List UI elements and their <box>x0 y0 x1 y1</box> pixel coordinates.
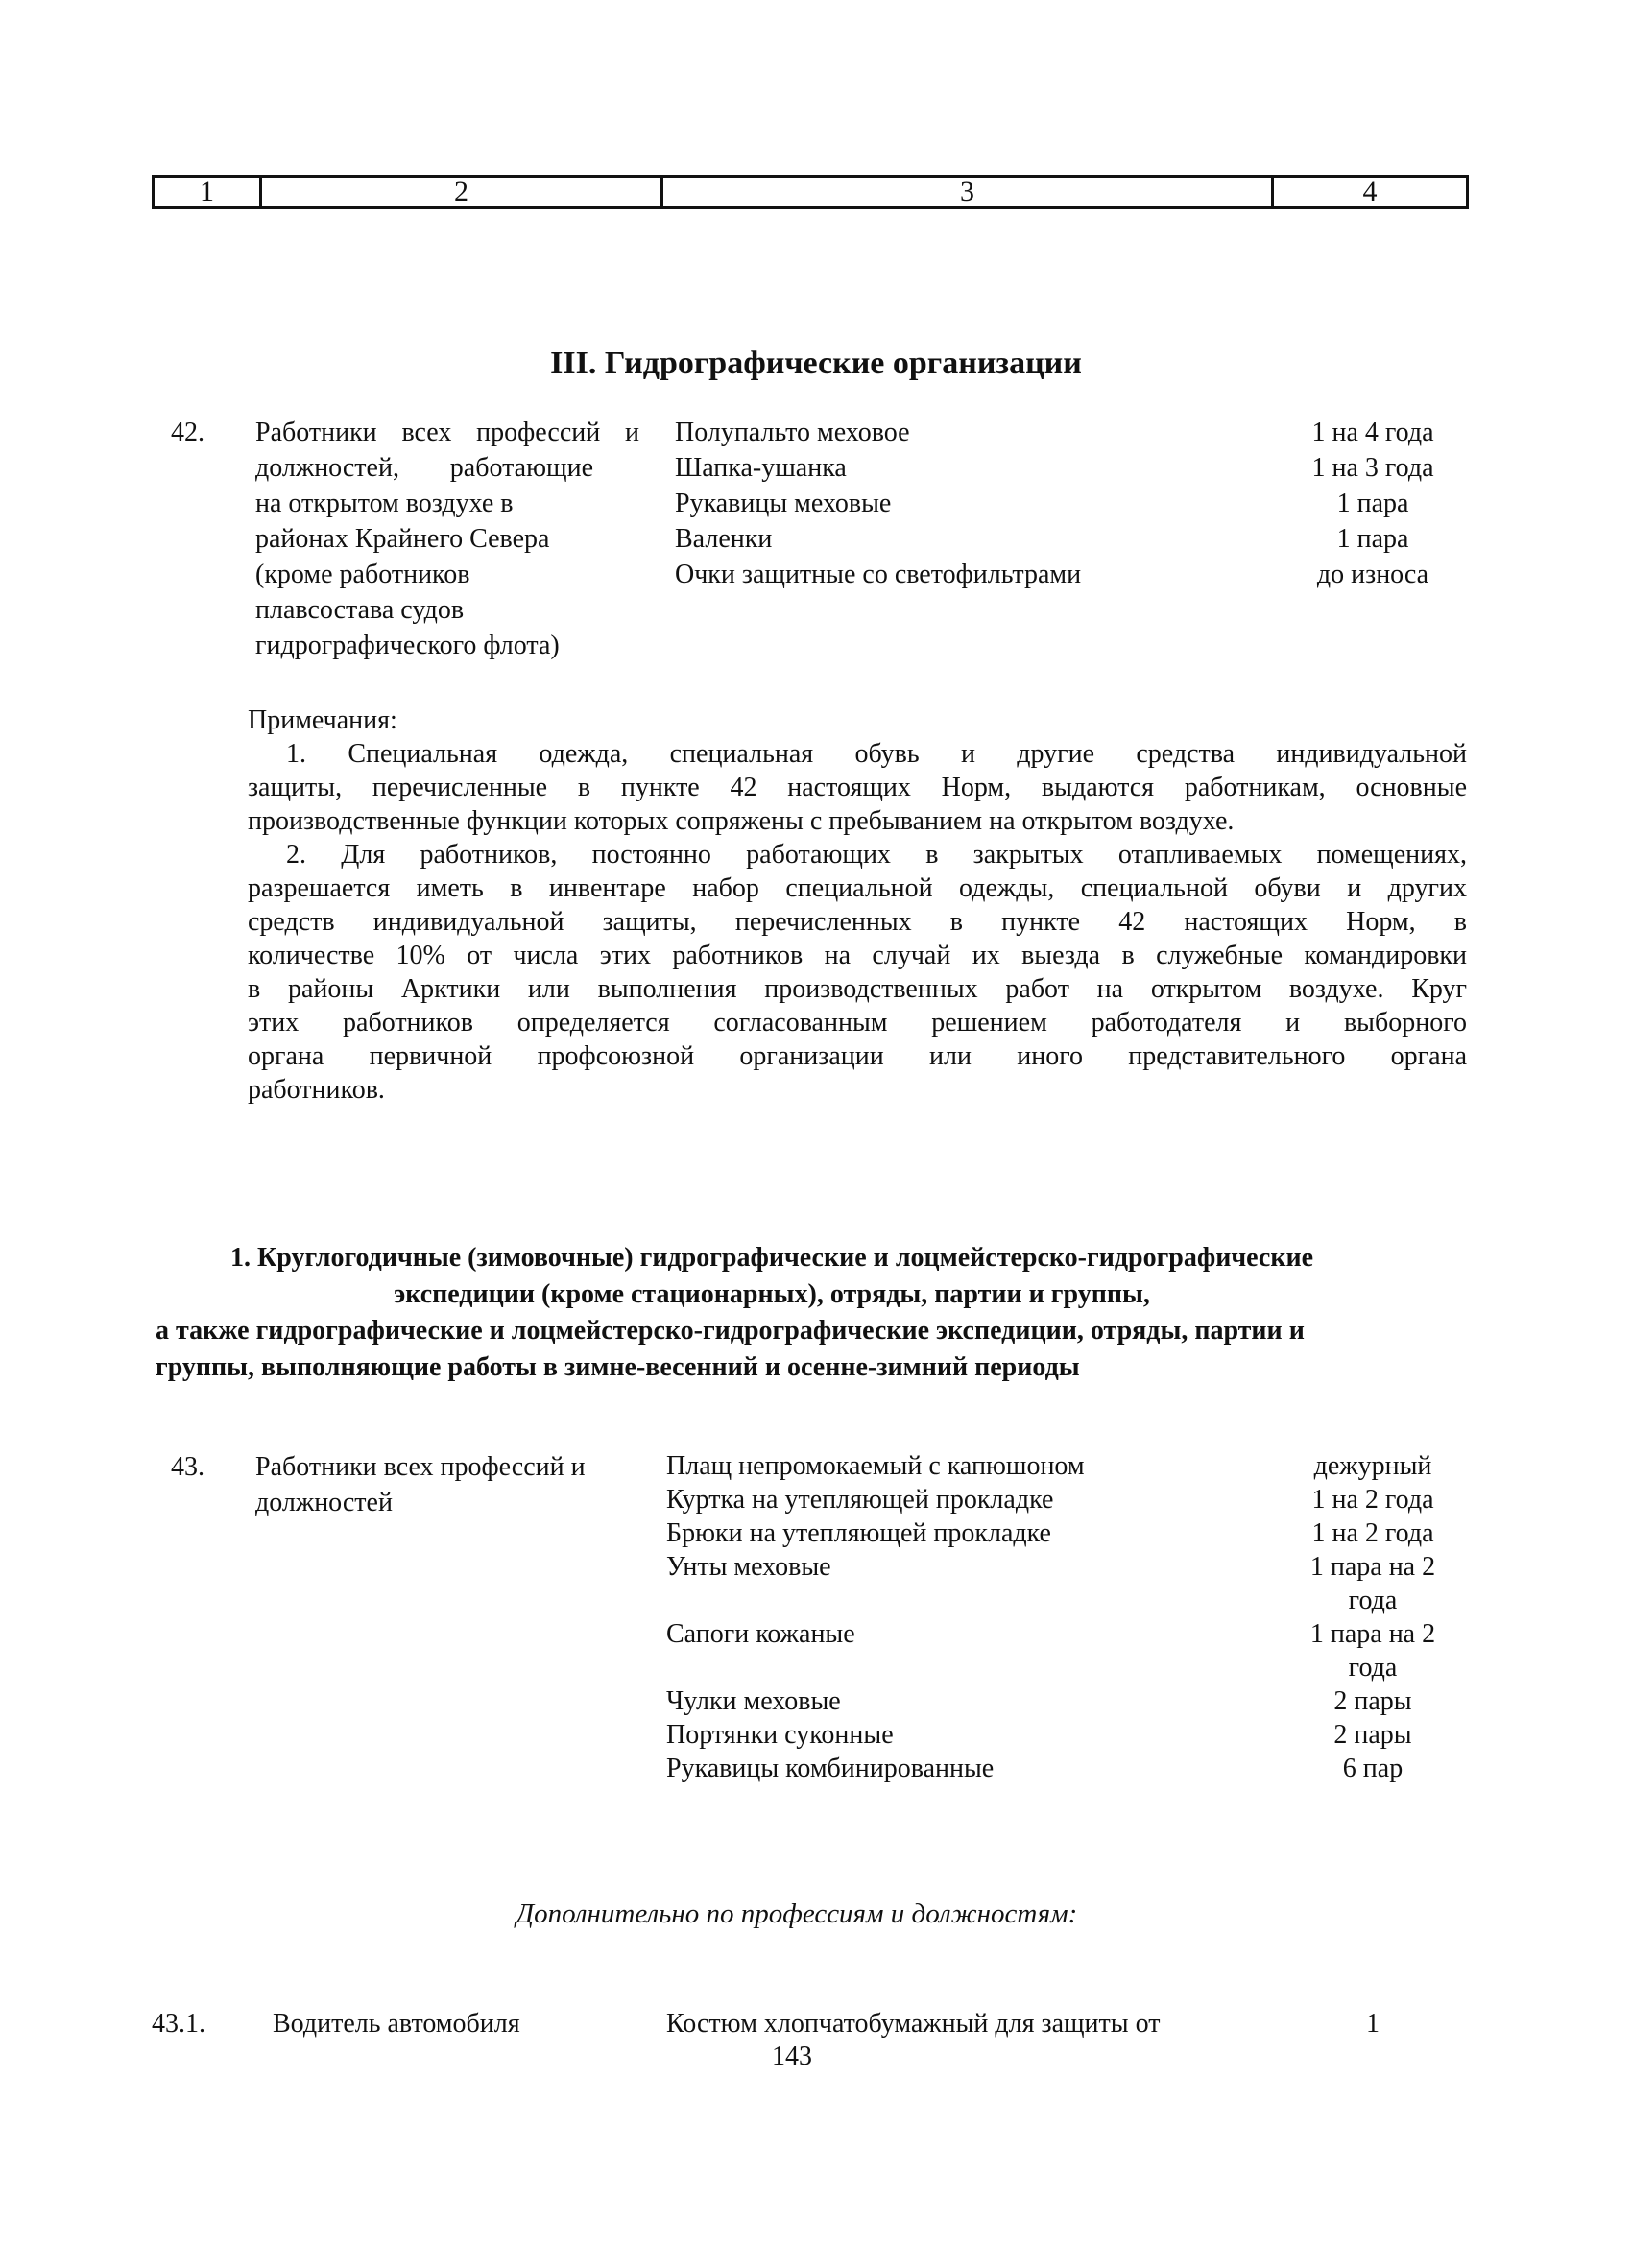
section-title: III. Гидрографические организации <box>550 346 1082 381</box>
col-num-3: 3 <box>663 178 1274 206</box>
item-norm: 1 пара на 2 <box>1309 1619 1436 1649</box>
col-num-2: 2 <box>262 178 663 206</box>
item-43-items <box>666 1449 1204 1785</box>
item-norm: 2 пары <box>1333 1686 1412 1716</box>
col-num-4: 4 <box>1362 176 1378 207</box>
item-name: Чулки меховые <box>666 1686 841 1716</box>
item-42-norms <box>1277 415 1469 592</box>
note-line: этих работников определяется согласованным решением работодателя и выборного <box>248 1008 1467 1038</box>
subsection-line: а также гидрографические и лоцмейстерско-гидрографические экспедиции, отряды, партии и <box>156 1316 1305 1346</box>
column-number-header <box>152 175 1469 209</box>
note-line: органа первичной профсоюзной организации или иного представительного органа <box>248 1041 1467 1071</box>
note-line: средств индивидуальной защиты, перечисленных в пункте 42 настоящих Норм, в <box>248 907 1467 937</box>
item-name: Портянки суконные <box>666 1720 894 1750</box>
note-line: в районы Арктики или выполнения производственных работ на открытом воздухе. Круг <box>248 974 1467 1004</box>
item-name: Рукавицы меховые <box>675 489 892 518</box>
item-name: Очки защитные со светофильтрами <box>675 560 1082 589</box>
item-42-items <box>675 415 1212 592</box>
col-num-1: 1 <box>155 178 262 206</box>
item-43-number: 43. <box>171 1452 204 1482</box>
page-number: 143 <box>772 2041 812 2071</box>
item-42-workers <box>255 415 639 663</box>
subsection-line: 1. Круглогодичные (зимовочные) гидрографические и лоцмейстерско-гидрографические <box>229 1243 1314 1273</box>
item-norm: 2 пары <box>1333 1720 1412 1750</box>
item-43-workers <box>255 1449 639 1520</box>
item-name: Брюки на утепляющей прокладке <box>666 1518 1051 1548</box>
notes-heading: Примечания: <box>248 705 397 735</box>
notes-block <box>248 704 1467 1107</box>
worker-line: должностей, работающие <box>255 453 593 483</box>
item-name: Шапка-ушанка <box>675 453 847 483</box>
note-line: защиты, перечисленные в пункте 42 настоящих Норм, выдаются работникам, основные <box>248 773 1467 802</box>
worker-line: Работники всех профессий и <box>255 418 639 447</box>
subsection-heading <box>144 1240 1488 1386</box>
item-norm: 6 пар <box>1342 1754 1404 1783</box>
item-norm: 1 на 3 года <box>1311 453 1434 483</box>
item-norm: года <box>1348 1653 1398 1683</box>
item-norm: 1 пара <box>1336 489 1409 518</box>
item-norm: 1 на 2 года <box>1311 1518 1434 1548</box>
item-42-number: 42. <box>171 418 204 447</box>
item-name: Рукавицы комбинированные <box>666 1754 995 1783</box>
note-line: количестве 10% от числа этих работников на случай их выезда в служебные командировки <box>248 941 1467 970</box>
item-43-1-norm: 1 <box>1366 2009 1380 2039</box>
item-name: Плащ непромокаемый с капюшоном <box>666 1451 1085 1481</box>
item-43-1-worker: Водитель автомобиля <box>273 2009 520 2039</box>
worker-line: на открытом воздухе в <box>255 489 514 518</box>
item-norm: 1 на 4 года <box>1311 418 1434 447</box>
subsection-line: группы, выполняющие работы в зимне-весенний и осенне-зимний периоды <box>156 1352 1080 1382</box>
item-name: Сапоги кожаные <box>666 1619 855 1649</box>
subsection-line: экспедиции (кроме стационарных), отряды, партии и группы, <box>394 1279 1150 1309</box>
note-line: производственные функции которых сопряжены с пребыванием на открытом воздухе. <box>248 806 1235 836</box>
note-line: 2. Для работников, постоянно работающих в закрытых отапливаемых помещениях, <box>286 840 1467 870</box>
worker-line: (кроме работников <box>255 560 470 589</box>
worker-line: должностей <box>255 1488 393 1517</box>
item-norm: 1 пара <box>1336 524 1409 554</box>
item-norm: до износа <box>1316 560 1429 589</box>
note-line: разрешается иметь в инвентаре набор специальной одежды, специальной обуви и других <box>248 873 1467 903</box>
item-norm: 1 на 2 года <box>1311 1485 1434 1515</box>
item-norm: 1 пара на 2 <box>1309 1552 1436 1582</box>
item-name: Унты меховые <box>666 1552 831 1582</box>
worker-line: районах Крайнего Севера <box>255 524 550 554</box>
worker-line: гидрографического флота) <box>255 631 560 660</box>
note-line: 1. Специальная одежда, специальная обувь и другие средства индивидуальной <box>286 739 1467 769</box>
item-norm: дежурный <box>1313 1451 1432 1481</box>
note-line: работников. <box>248 1075 385 1105</box>
item-name: Куртка на утепляющей прокладке <box>666 1485 1054 1515</box>
item-43-norms <box>1277 1449 1469 1785</box>
item-name: Полупальто меховое <box>675 418 910 447</box>
worker-line: Работники всех профессий и <box>255 1452 586 1482</box>
item-name: Валенки <box>675 524 773 554</box>
item-43-1-item: Костюм хлопчатобумажный для защиты от <box>666 2009 1161 2039</box>
additional-heading: Дополнительно по профессиям и должностям: <box>516 1898 1078 1929</box>
worker-line: плавсостава судов <box>255 595 465 625</box>
item-norm: года <box>1348 1586 1398 1615</box>
item-43-1-number: 43.1. <box>152 2009 205 2039</box>
